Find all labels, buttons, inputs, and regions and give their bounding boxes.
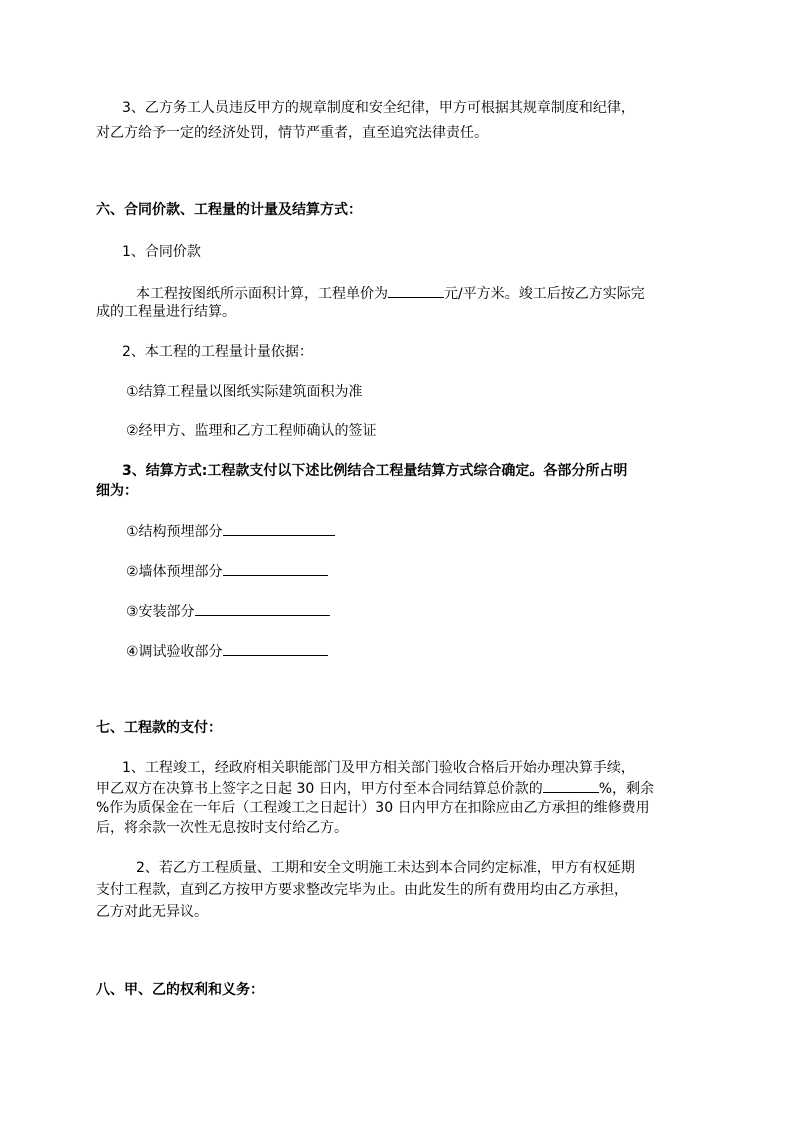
part-installation — [126, 601, 330, 622]
section-6-item-1: 1、合同价款 — [122, 244, 201, 260]
measure-basis-1: ①结算工程量以图纸实际建筑面积为准 — [126, 384, 363, 400]
payment-clause-1-line-4: 后，将余款一次性无息按时支付给乙方。 — [96, 820, 348, 836]
section-6-item-3-line-2: 细为： — [96, 483, 138, 499]
payment-percent-blank[interactable] — [543, 778, 599, 793]
part-4-label: ④调试验收部分 — [126, 644, 223, 660]
part-4-blank[interactable] — [223, 641, 328, 656]
part-3-blank[interactable] — [195, 601, 330, 616]
unit-price-text-b: 元/平方米。竣工后按乙方实际完 — [444, 286, 645, 302]
payment-line-2-text-b: %，剩余 — [598, 781, 655, 797]
part-1-blank[interactable] — [223, 521, 335, 536]
payment-clause-1-line-2 — [96, 778, 654, 799]
part-1-label: ①结构预埋部分 — [126, 524, 223, 540]
section-6-heading: 六、合同价款、工程量的计量及结算方式： — [96, 202, 362, 218]
payment-clause-2-line-1: 2、若乙方工程质量、工期和安全文明施工未达到本合同约定标准，甲方有权延期 — [136, 860, 635, 876]
clause-3-line-1: 3、乙方务工人员违反甲方的规章制度和安全纪律，甲方可根据其规章制度和纪律， — [122, 100, 635, 116]
payment-line-2-text-a: 甲乙双方在决算书上签字之日起 30 日内，甲方付至本合同结算总价款的 — [96, 781, 543, 797]
unit-price-line-1 — [136, 283, 645, 304]
payment-clause-2-line-2: 支付工程款，直到乙方按甲方要求整改完毕为止。由此发生的所有费用均由乙方承担， — [96, 882, 628, 898]
section-7-heading: 七、工程款的支付： — [96, 720, 222, 736]
measure-basis-2: ②经甲方、监理和乙方工程师确认的签证 — [126, 423, 377, 439]
clause-3-line-2: 对乙方给予一定的经济处罚，情节严重者，直至追究法律责任。 — [96, 125, 488, 141]
unit-price-line-2: 成的工程量进行结算。 — [96, 304, 236, 320]
section-6-item-3-line-1: 3、结算方式:工程款支付以下述比例结合工程量结算方式综合确定。各部分所占明 — [122, 463, 628, 479]
payment-clause-1-line-3: %作为质保金在一年后（工程竣工之日起计）30 日内甲方在扣除应由乙方承担的维修费用 — [96, 800, 650, 816]
unit-price-blank[interactable] — [388, 283, 444, 298]
section-8-heading: 八、甲、乙的权利和义务： — [96, 982, 264, 998]
part-structure-embedded — [126, 521, 335, 542]
unit-price-text-a: 本工程按图纸所示面积计算，工程单价为 — [136, 286, 388, 302]
payment-clause-1-line-1: 1、工程竣工，经政府相关职能部门及甲方相关部门验收合格后开始办理决算手续， — [122, 760, 635, 776]
payment-clause-2-line-3: 乙方对此无异议。 — [96, 904, 208, 920]
section-6-item-2: 2、本工程的工程量计量依据： — [122, 344, 313, 360]
part-2-blank[interactable] — [223, 561, 328, 576]
part-wall-embedded — [126, 561, 328, 582]
part-3-label: ③安装部分 — [126, 604, 195, 620]
part-2-label: ②墙体预埋部分 — [126, 564, 223, 580]
part-commissioning — [126, 641, 328, 662]
